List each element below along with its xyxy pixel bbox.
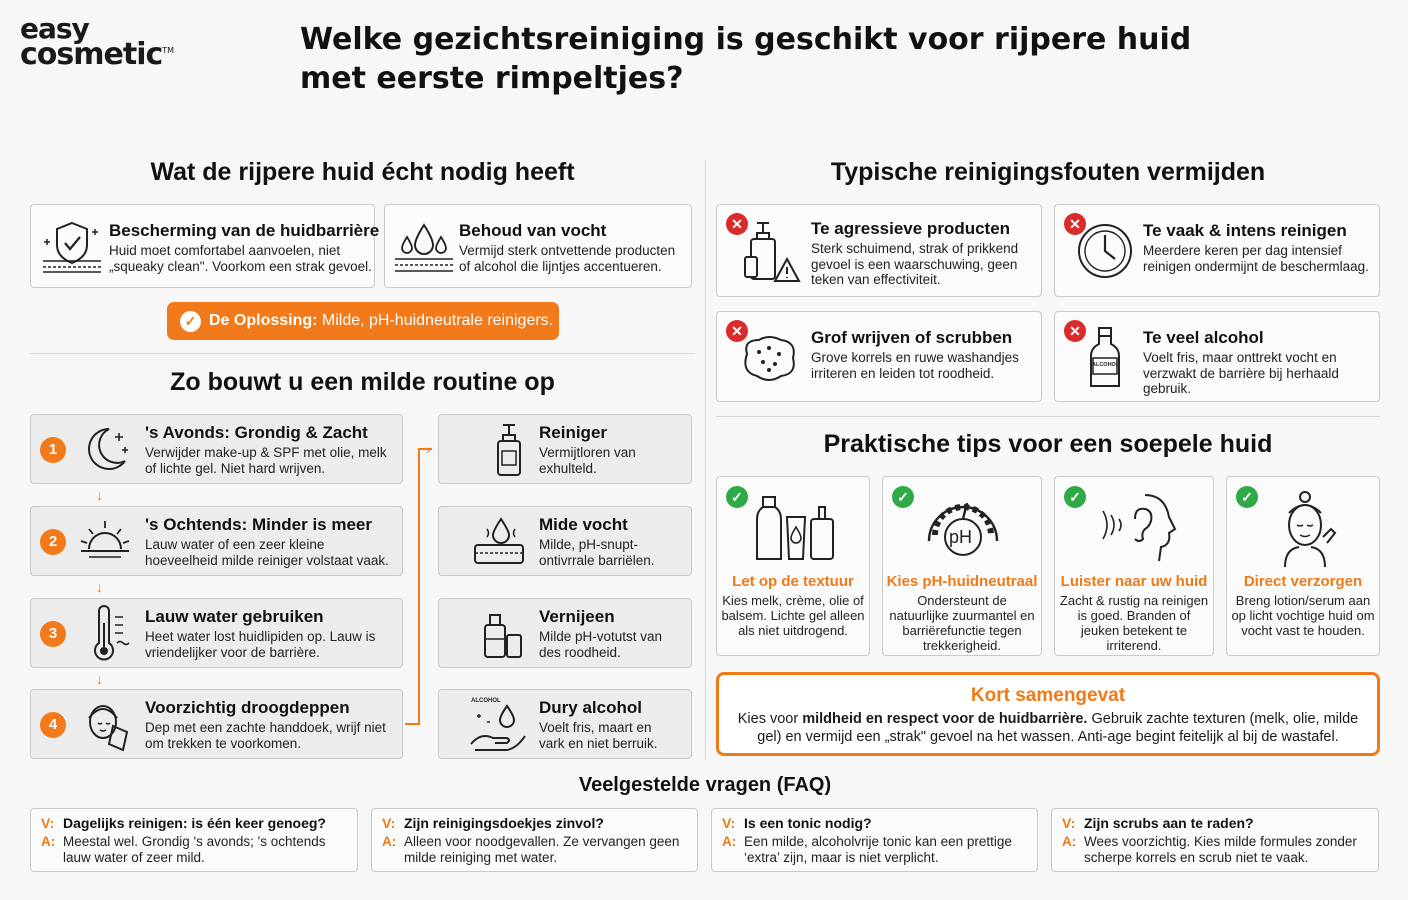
faq-question <box>722 815 872 831</box>
pump-bottle-icon <box>491 421 527 479</box>
need-card-barrier <box>30 204 380 288</box>
check-icon: ✓ <box>1064 486 1086 508</box>
faq-question <box>1062 815 1254 831</box>
step-desc: Lauw water of een zeer kleine hoeveelheid milde reiniger volstaat vaak. <box>145 537 389 568</box>
summary-text <box>733 710 1363 746</box>
water-drops-skin-icon <box>393 219 455 275</box>
tip-card-care <box>1226 476 1380 656</box>
connector-line <box>418 449 420 725</box>
logo-word: cosmetic <box>20 37 163 72</box>
x-icon: ✕ <box>1064 320 1086 342</box>
faq-heading: Veelgestelde vragen (FAQ) <box>578 774 832 796</box>
need-card-title: Bescherming van de huidbarrière <box>109 221 380 240</box>
mistake-card-alcohol <box>1054 311 1380 402</box>
mistake-card-scrubbing <box>716 311 1042 402</box>
section-divider <box>30 353 695 354</box>
faq-q-label: V: <box>1062 815 1076 831</box>
faq-a-label: A: <box>1062 834 1077 849</box>
tip-card-texture <box>716 476 870 656</box>
x-icon: ✕ <box>726 320 748 342</box>
mistake-desc: Grove korrels en ruwe washandjes irriteren en leiden tot roodheid. <box>811 350 1019 381</box>
mistake-title: Te agressieve producten <box>811 219 1011 238</box>
step-title: Lauw water gebruiken <box>145 607 324 626</box>
step-title: Voorzichtig droogdeppen <box>145 698 350 717</box>
arrow-down-icon: ↓ <box>96 579 103 595</box>
mistake-desc: Voelt fris, maar onttrekt vocht en verzwakt de barrière bij herhaald gebruik. <box>1143 350 1339 396</box>
mistake-title: Te vaak & intens reinigen <box>1143 221 1347 240</box>
tip-desc: Breng lotion/serum aan op licht vochtige huid om vocht vast te houden. <box>1231 593 1375 638</box>
faq-item <box>711 808 1038 872</box>
alcohol-label: ALCOHOL <box>471 698 501 704</box>
page-title: Welke gezichtsreiniging is geschikt voor rijpere huid met eerste rimpeltjes? <box>300 22 1192 96</box>
tip-card-ph <box>882 476 1042 656</box>
side-card-desc: Voelt fris, maart en vark en niet berruik. <box>539 720 658 751</box>
faq-item <box>1051 808 1379 872</box>
step-number: 4 <box>40 712 66 738</box>
routine-step-4 <box>30 689 403 759</box>
summary-bold: mildheid en respect voor de huidbarrière. <box>802 711 1088 727</box>
need-card-moisture <box>384 204 692 288</box>
summary-box <box>716 672 1380 756</box>
shield-skin-icon <box>41 219 103 275</box>
arrow-right-icon: › <box>426 441 431 457</box>
tip-card-listen <box>1054 476 1214 656</box>
tip-desc: Kies melk, crème, olie of balsem. Lichte gel alleen als niet uitdrogend. <box>721 593 865 638</box>
arrow-down-icon: ↓ <box>96 671 103 687</box>
faq-a-label: A: <box>382 834 397 849</box>
faq-item <box>30 808 358 872</box>
solution-banner <box>167 302 559 340</box>
check-icon: ✓ <box>726 486 748 508</box>
mistakes-heading: Typische reinigingsfouten vermijden <box>830 158 1266 186</box>
tip-desc: Ondersteunt de natuurlijke zuurmantel en barriërefunctie tegen trekkerigheid. <box>889 593 1035 653</box>
side-card-cleanser <box>438 414 692 484</box>
alcohol-bottle-label: ALCOHOL <box>1092 362 1120 368</box>
need-card-title: Behoud van vocht <box>459 221 607 240</box>
step-number: 2 <box>40 529 66 555</box>
side-card-alcohol <box>438 689 692 759</box>
solution-text: Milde, pH-huidneutrale reinigers. <box>317 312 554 329</box>
column-divider <box>705 160 706 760</box>
tip-title: Kies pH-huidneutraal <box>886 573 1038 590</box>
tips-heading: Praktische tips voor een soepele huid <box>823 430 1273 458</box>
connector-line <box>405 723 419 725</box>
side-card-desc: Milde, pH-snupt-ontivrrale barriëlen. <box>539 537 655 568</box>
side-card-desc: Vermijtloren van exhulteld. <box>539 445 636 476</box>
brand-logo <box>20 12 190 72</box>
solution-label: De Oplossing: <box>209 312 318 329</box>
faq-a-label: A: <box>722 834 737 849</box>
step-title: 's Avonds: Grondig & Zacht <box>145 423 368 442</box>
sponge-icon <box>739 330 801 388</box>
towel-face-icon <box>79 696 133 754</box>
check-icon: ✓ <box>1236 486 1258 508</box>
mistake-title: Te veel alcohol <box>1143 328 1264 347</box>
step-number: 3 <box>40 621 66 647</box>
side-card-title: Vernijeen <box>539 607 615 626</box>
need-card-desc: Vermijd sterk ontvettende producten of alcohol die lijntjes accentueren. <box>459 243 676 274</box>
routine-step-3 <box>30 598 403 668</box>
logo-line-1: easy <box>20 12 89 45</box>
tip-title: Let op de textuur <box>732 573 854 590</box>
ear-icon <box>1095 489 1179 567</box>
side-card-title: Mide vocht <box>539 515 628 534</box>
faq-q-label: V: <box>722 815 736 831</box>
arrow-down-icon: ↓ <box>96 487 103 503</box>
faq-answer: Alleen voor noodgevallen. Ze vervangen geen milde reiniging met water. <box>404 834 680 865</box>
step-desc: Verwijder make-up & SPF met olie, melk of lichte gel. Niet hard wrijven. <box>145 445 387 476</box>
routine-step-1 <box>30 414 403 484</box>
check-icon: ✓ <box>892 486 914 508</box>
mistake-card-aggressive <box>716 204 1042 297</box>
ph-label: pH <box>949 527 973 547</box>
summary-title: Kort samengevat <box>970 685 1126 706</box>
side-card-desc: Milde pH-votutst van des roodheid. <box>539 629 663 660</box>
side-card-title: Reiniger <box>539 423 608 442</box>
section-divider <box>716 416 1380 417</box>
faq-item <box>371 808 698 872</box>
step-title: 's Ochtends: Minder is meer <box>145 515 372 534</box>
step-number: 1 <box>40 437 66 463</box>
mistake-desc: Sterk schuimend, strak of prikkend gevoel is een waarschuwing, geen teken van effectiviteit. <box>811 241 1019 287</box>
alcohol-bottle-icon <box>1087 326 1123 392</box>
side-card-moisture <box>438 506 692 576</box>
logo-line-2 <box>20 37 190 72</box>
products-icon <box>479 607 527 661</box>
faq-question-text: Is een tonic nodig? <box>744 815 872 831</box>
faq-answer: Een milde, alcoholvrije tonic kan een prettige ‘extra’ zijn, maar is niet verplicht. <box>744 834 1012 865</box>
tip-title: Direct verzorgen <box>1243 573 1363 590</box>
bottles-icon <box>753 493 837 563</box>
summary-pre: Kies voor <box>737 711 803 727</box>
faq-q-label: V: <box>382 815 396 831</box>
faq-q-label: V: <box>41 815 55 831</box>
face-care-icon <box>1271 489 1341 569</box>
mistake-title: Grof wrijven of scrubben <box>811 328 1013 347</box>
thermometer-icon <box>87 605 131 663</box>
logo-tm: TM <box>162 46 175 55</box>
tip-title: Luister naar uw huid <box>1060 573 1208 590</box>
x-icon: ✕ <box>726 213 748 235</box>
alcohol-hand-icon <box>467 704 529 754</box>
moon-icon <box>79 423 131 477</box>
tip-desc: Zacht & rustig na reinigen is goed. Branden of jeuken betekent te irriterend. <box>1059 593 1209 653</box>
side-card-title: Dury alcohol <box>539 698 642 717</box>
faq-answer: Meestal wel. Grondig 's avonds; 's ochtends lauw water of zeer mild. <box>63 834 326 865</box>
faq-question-text: Zijn reinigingsdoekjes zinvol? <box>404 815 604 831</box>
faq-question-text: Dagelijks reinigen: is één keer genoeg? <box>63 815 326 831</box>
step-desc: Dep met een zachte handdoek, wrijf niet om trekken te voorkomen. <box>145 720 386 751</box>
mistake-card-frequency <box>1054 204 1380 297</box>
side-card-renew <box>438 598 692 668</box>
need-card-desc: Huid moet comfortabel aanvoelen, niet „squeaky clean". Voorkom een strak gevoel. <box>109 243 372 274</box>
faq-question <box>382 815 604 831</box>
x-icon: ✕ <box>1064 213 1086 235</box>
check-icon: ✓ <box>180 311 201 332</box>
mistake-desc: Meerdere keren per dag intensief reinigen ondermijnt de beschermlaag. <box>1143 243 1369 274</box>
moisture-icon <box>471 515 527 569</box>
needs-heading: Wat de rijpere huid écht nodig heeft <box>150 158 575 186</box>
clock-icon <box>1075 221 1135 281</box>
step-desc: Heet water lost huidlipiden op. Lauw is vriendelijker voor de barrière. <box>145 629 376 660</box>
faq-question <box>41 815 326 831</box>
routine-heading: Zo bouwt u een milde routine op <box>170 368 555 396</box>
sunrise-icon <box>77 515 133 569</box>
summary-post: Gebruik zachte texturen (melk, olie, milde gel) en vermijd een „strak" gevoel na het wassen. Anti-age begint feitelijk al bij de wastafel. <box>757 711 1359 745</box>
faq-question-text: Zijn scrubs aan te raden? <box>1084 815 1254 831</box>
aggressive-products-icon <box>743 219 803 285</box>
faq-a-label: A: <box>41 834 56 849</box>
routine-step-2 <box>30 506 403 576</box>
faq-answer: Wees voorzichtig. Kies milde formules zonder scherpe korrels en scrub niet te vaak. <box>1084 834 1357 865</box>
